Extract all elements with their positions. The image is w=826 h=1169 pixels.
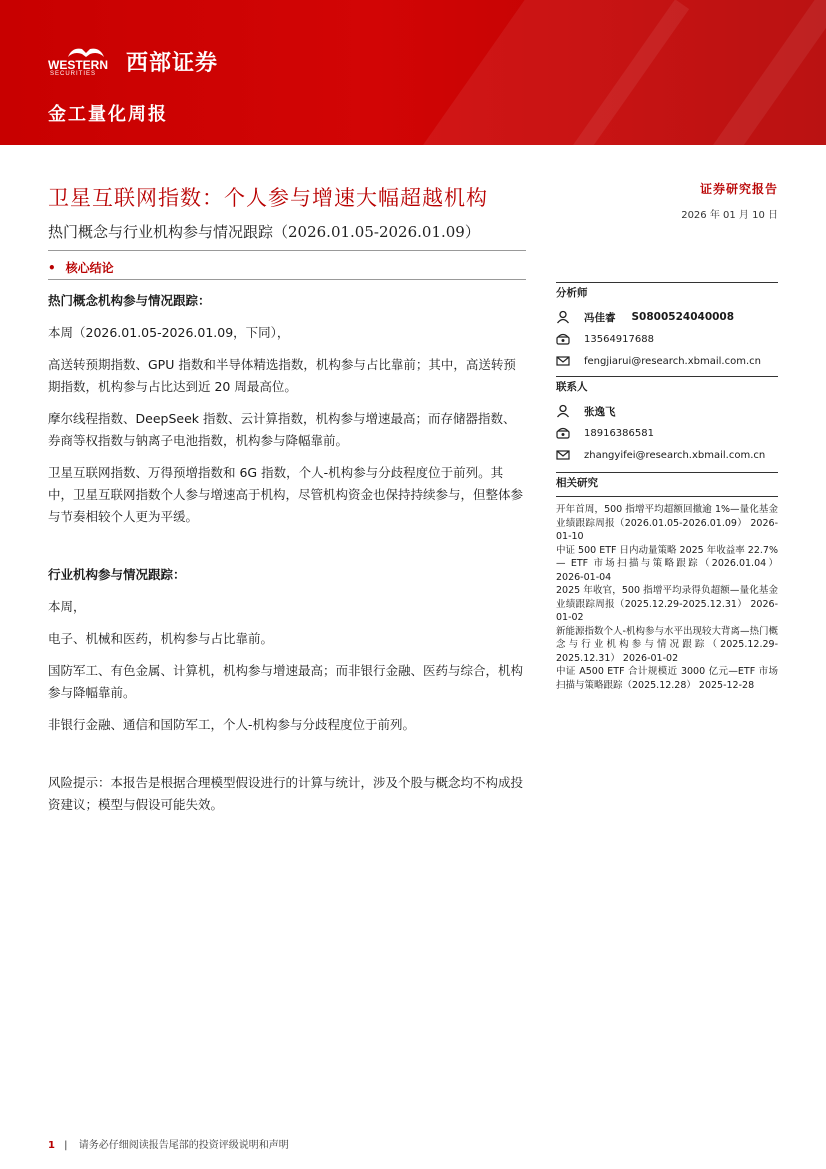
related-research-item[interactable]: 开年首周，500 指增平均超额回撤逾 1%—量化基金业绩跟踪周报（2026.01.05-2026.01.09） 2026-01-10: [556, 504, 778, 542]
logo-english: WESTERN: [48, 58, 108, 72]
contact-heading: 联系人: [556, 381, 588, 393]
person-icon: [556, 310, 570, 324]
related-research-item[interactable]: 中证 500 ETF 日内动量策略 2025 年收益率 22.7% — ETF 市场扫描与策略跟踪（2026.01.04） 2026-01-04: [556, 544, 778, 583]
contact-name-row: [556, 400, 778, 422]
footer-disclaimer: 请务必仔细阅读报告尾部的投资评级说明和声明: [78, 1140, 289, 1151]
person-icon: [556, 404, 570, 418]
main-content: [48, 290, 526, 816]
logo-chinese: 西部证券: [126, 50, 219, 76]
analyst-name: 冯佳睿: [584, 311, 616, 324]
paragraph: 高送转预期指数、GPU 指数和半导体精选指数，机构参与占比靠前；其中，高送转预期指数，机构参与占比达到近 20 周最高位。: [48, 357, 516, 394]
related-research-item[interactable]: 2025 年收官，500 指增平均录得负超额—量化基金业绩跟踪周报（2025.12.29-2025.12.31） 2026-01-02: [556, 585, 778, 623]
email-icon: [556, 448, 570, 462]
contact-email[interactable]: zhangyifei@research.xbmail.com.cn: [584, 449, 766, 461]
divider: [556, 496, 778, 497]
header-banner: [0, 0, 826, 145]
contact-phone: 18916386581: [584, 427, 654, 439]
page-subtitle: 热门概念与行业机构参与情况跟踪（2026.01.05-2026.01.09）: [48, 223, 480, 241]
related-research-item[interactable]: 新能源指数个人-机构参与水平出现较大背离—热门概念与行业机构参与情况跟踪（2025.12.29-2025.12.31） 2026-01-02: [556, 625, 778, 664]
contact-name: 张逸飞: [584, 405, 616, 418]
report-date: 2026 年 01 月 10 日: [681, 210, 778, 221]
risk-warning: 风险提示：本报告是根据合理模型假设进行的计算与统计，涉及个股与概念均不构成投资建议；模型与假设可能失效。: [48, 775, 524, 812]
divider: [48, 279, 526, 280]
paragraph: 电子、机械和医药，机构参与占比靠前。: [48, 631, 274, 646]
contact-email-row: [556, 444, 778, 466]
analyst-cert-number: S0800524040008: [631, 311, 735, 323]
email-icon: [556, 354, 570, 368]
core-conclusion-heading: [48, 259, 114, 276]
analyst-email[interactable]: fengjiarui@research.xbmail.com.cn: [584, 355, 761, 367]
section-heading: 热门概念机构参与情况跟踪：: [48, 293, 211, 308]
footer-separator: |: [64, 1140, 68, 1151]
divider: [48, 250, 526, 251]
author-sidebar: [556, 282, 778, 692]
paragraph: 摩尔线程指数、DeepSeek 指数、云计算指数，机构参与增速最高；而存储器指数、券商等权指数与钠离子电池指数，机构参与降幅靠前。: [48, 411, 516, 448]
analyst-name-row: [556, 306, 778, 328]
bullet-icon: •: [48, 261, 56, 275]
related-research-heading: 相关研究: [556, 477, 598, 489]
bull-horn-emblem: [48, 44, 124, 78]
analyst-phone: 13564917688: [584, 333, 654, 345]
horns-icon: [48, 45, 124, 59]
paragraph: 卫星互联网指数、万得预增指数和 6G 指数，个人-机构参与分歧程度位于前列。其中，卫星互联网指数个人参与增速高于机构，尽管机构资金也保持持续参与，但整体参与节奏相较个人更为平缓。: [48, 465, 524, 524]
page-footer: [48, 1136, 289, 1151]
phone-icon: [556, 332, 570, 346]
company-logo: [48, 44, 218, 78]
logo-english-sub: SECURITIES: [50, 71, 97, 77]
core-heading-text: 核心结论: [65, 261, 114, 275]
contact-phone-row: [556, 422, 778, 444]
section-heading: 行业机构参与情况跟踪：: [48, 567, 186, 582]
analyst-phone-row: [556, 328, 778, 350]
phone-icon: [556, 426, 570, 440]
paragraph: 本周，: [48, 599, 86, 614]
analyst-email-row: [556, 350, 778, 372]
page-number: 1: [48, 1140, 55, 1151]
related-research-list: [556, 503, 778, 692]
report-type-label: 证券研究报告: [699, 182, 778, 196]
paragraph: 本周（2026.01.05-2026.01.09，下同），: [48, 325, 290, 340]
page-title: 卫星互联网指数：个人参与增速大幅超越机构: [48, 186, 488, 210]
analyst-heading: 分析师: [556, 287, 588, 299]
paragraph: 国防军工、有色金属、计算机，机构参与增速最高；而非银行金融、医药与综合，机构参与降幅靠前。: [48, 663, 524, 700]
report-series: 金工量化周报: [48, 104, 168, 125]
related-research-item[interactable]: 中证 A500 ETF 合计规模近 3000 亿元—ETF 市场扫描与策略跟踪（2025.12.28） 2025-12-28: [556, 666, 778, 691]
paragraph: 非银行金融、通信和国防军工，个人-机构参与分歧程度位于前列。: [48, 717, 416, 732]
